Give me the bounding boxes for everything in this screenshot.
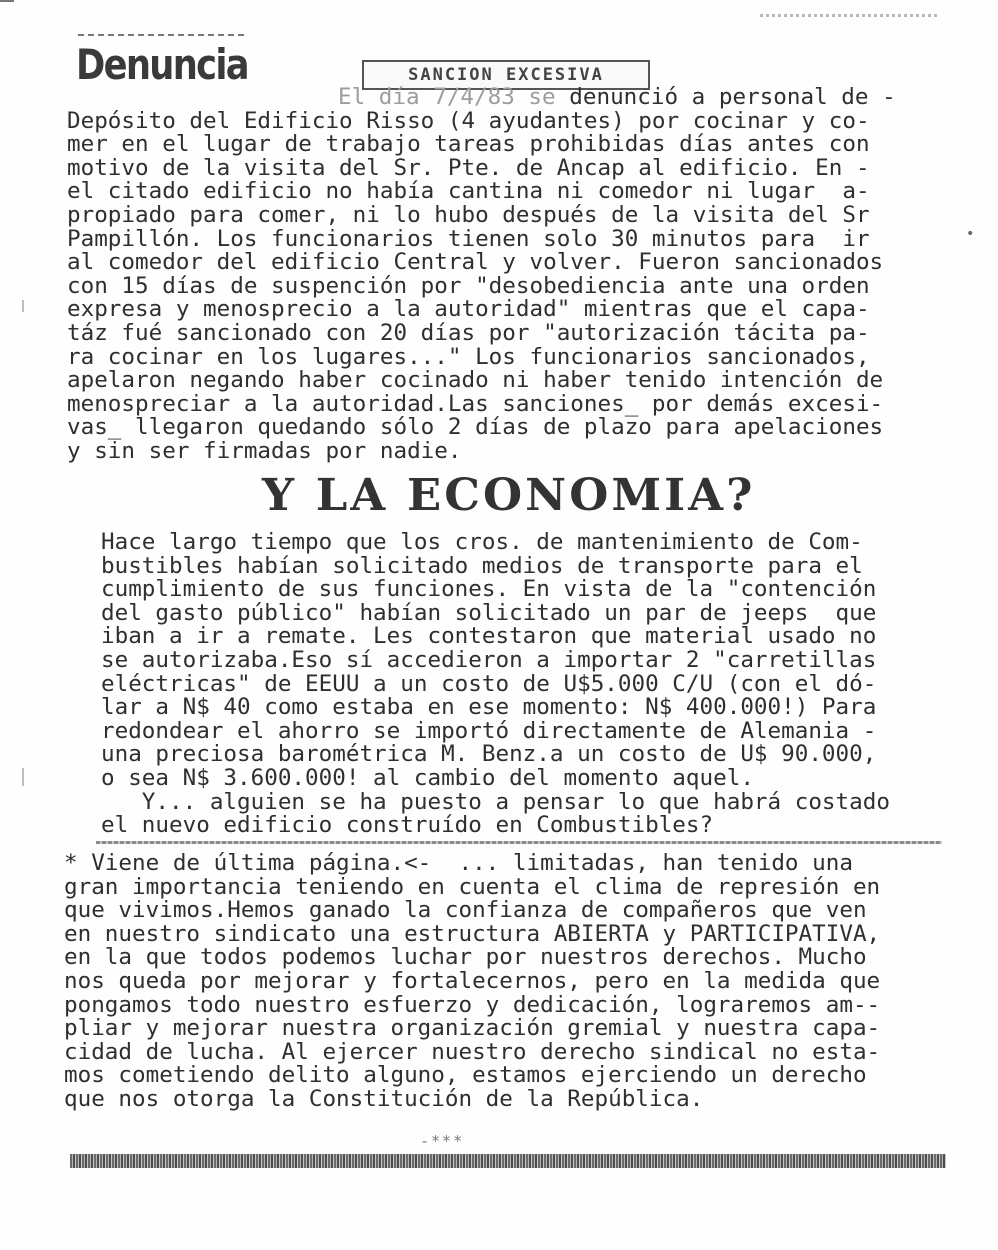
article-sancion-line: al comedor del edificio Central y volver. Fueron sancionados [67, 249, 884, 276]
article-sancion-line-0 [67, 86, 896, 110]
article-economia-line: se autorizaba.Eso sí accedieron a importar 2 "carretillas [101, 646, 877, 673]
article-sancion-line: apelaron negando haber cocinado ni haber tenido intención de [67, 367, 884, 394]
section-divider [96, 841, 942, 844]
article-continuacion-line: gran importancia teniendo en cuenta el clima de represión en [64, 873, 881, 900]
article-continuacion-line: que vivimos.Hemos ganado la confianza de compañeros que ven [64, 897, 867, 924]
denuncia-logo: Denuncia [76, 40, 248, 89]
article-sancion-line: vas_ llegaron quedando sólo 2 días de plazo para apelaciones [67, 414, 884, 441]
article-continuacion-line: * Viene de última página.<- ... limitadas, han tenido una [64, 850, 853, 876]
article-sancion-line: motivo de la visita del Sr. Pte. de Ancap al edificio. En - [67, 154, 870, 181]
article-continuacion-line: en la que todos podemos luchar por nuestros derechos. Mucho [64, 944, 867, 971]
bottom-border-bar [70, 1154, 946, 1168]
corner-mark [0, 0, 14, 12]
article-economia-line: o sea N$ 3.600.000! al cambio del momento aquel. [101, 764, 754, 791]
article-continuacion-line: pongamos todo nuestro esfuerzo y dedicación, lograremos am-- [64, 991, 881, 1018]
article-sancion-line: con 15 días de suspención por "desobediencia ante una orden [67, 272, 870, 299]
article-sancion-line: el citado edificio no había cantina ni comedor ni lugar a- [67, 178, 870, 205]
article-economia [101, 531, 890, 838]
article-continuacion-line: cidad de lucha. Al ejercer nuestro derecho sindical no esta- [64, 1038, 881, 1065]
article-continuacion-line: que nos otorga la Constitución de la República. [64, 1085, 704, 1112]
article-continuacion-line: en nuestro sindicato una estructura ABIERTA y PARTICIPATIVA, [64, 920, 881, 947]
article-economia-line: lar a N$ 40 como estaba en ese momento: N$ 400.000!) Para [101, 694, 877, 721]
article-economia-line: redondear el ahorro se importó directamente de Alemania - [101, 717, 877, 744]
article-sancion-line: propiado para comer, ni lo hubo después de la visita del Sr [67, 201, 870, 228]
article-sancion-line: y sin ser firmadas por nadie. [67, 437, 462, 464]
sancion-excesiva-stamp: SANCION EXCESIVA [362, 60, 650, 90]
article-continuacion [64, 852, 880, 1112]
margin-speck: • [966, 226, 975, 242]
economia-headline: Y LA ECONOMIA? [262, 470, 756, 521]
margin-tick [22, 768, 24, 786]
article-sancion-line: menospreciar a la autoridad.Las sanciones_ por demás excesi- [67, 390, 884, 417]
article-economia-line: una preciosa barométrica M. Benz.a un costo de U$ 90.000, [101, 741, 877, 768]
article-sancion-line-0-text: denunció a personal de - [555, 84, 896, 110]
article-economia-line: eléctricas" de EEUU a un costo de U$5.000 C/U (con el dó- [101, 670, 877, 697]
article-sancion [67, 86, 896, 464]
article-sancion-line: mer en el lugar de trabajo tareas prohibidas días antes con [67, 131, 870, 158]
article-sancion-line: Pampillón. Los funcionarios tienen solo 30 minutos para ir [67, 225, 870, 252]
margin-tick [22, 300, 24, 312]
article-continuacion-line: pliar y mejorar nuestra organización gremial y nuestra capa- [64, 1015, 881, 1042]
article-economia-line: cumplimiento de sus funciones. En vista de la "contención [101, 576, 877, 603]
article-continuacion-line: mos cometiendo delito alguno, estamos ejerciendo un derecho [64, 1062, 867, 1089]
article-sancion-line: Depósito del Edificio Risso (4 ayudantes) por cocinar y co- [67, 107, 870, 134]
scan-artifact-top [760, 14, 940, 17]
end-mark: -*** [420, 1132, 465, 1150]
article-economia-line: Y... alguien se ha puesto a pensar lo que habrá costado [101, 788, 890, 815]
article-sancion-line: ra cocinar en los lugares..." Los funcionarios sancionados, [67, 343, 870, 370]
article-sancion-line: expresa y menosprecio a la autoridad" mientras que el capa- [67, 296, 870, 323]
article-continuacion-line: nos queda por mejorar y fortalecernos, pero en la medida que [64, 967, 881, 994]
article-sancion-line: táz fué sancionado con 20 días por "autorización tácita pa- [67, 319, 870, 346]
article-economia-line: iban a ir a remate. Les contestaron que material usado no [101, 623, 877, 650]
faded-intro: El día 7/4/83 se [338, 84, 556, 110]
article-economia-line: bustibles habían solicitado medios de transporte para el [101, 552, 863, 579]
article-economia-line: Hace largo tiempo que los cros. de mantenimiento de Com- [101, 529, 863, 555]
article-economia-line: del gasto público" habían solicitado un par de jeeps que [101, 599, 877, 626]
article-economia-line: el nuevo edificio construído en Combustibles? [101, 812, 714, 839]
